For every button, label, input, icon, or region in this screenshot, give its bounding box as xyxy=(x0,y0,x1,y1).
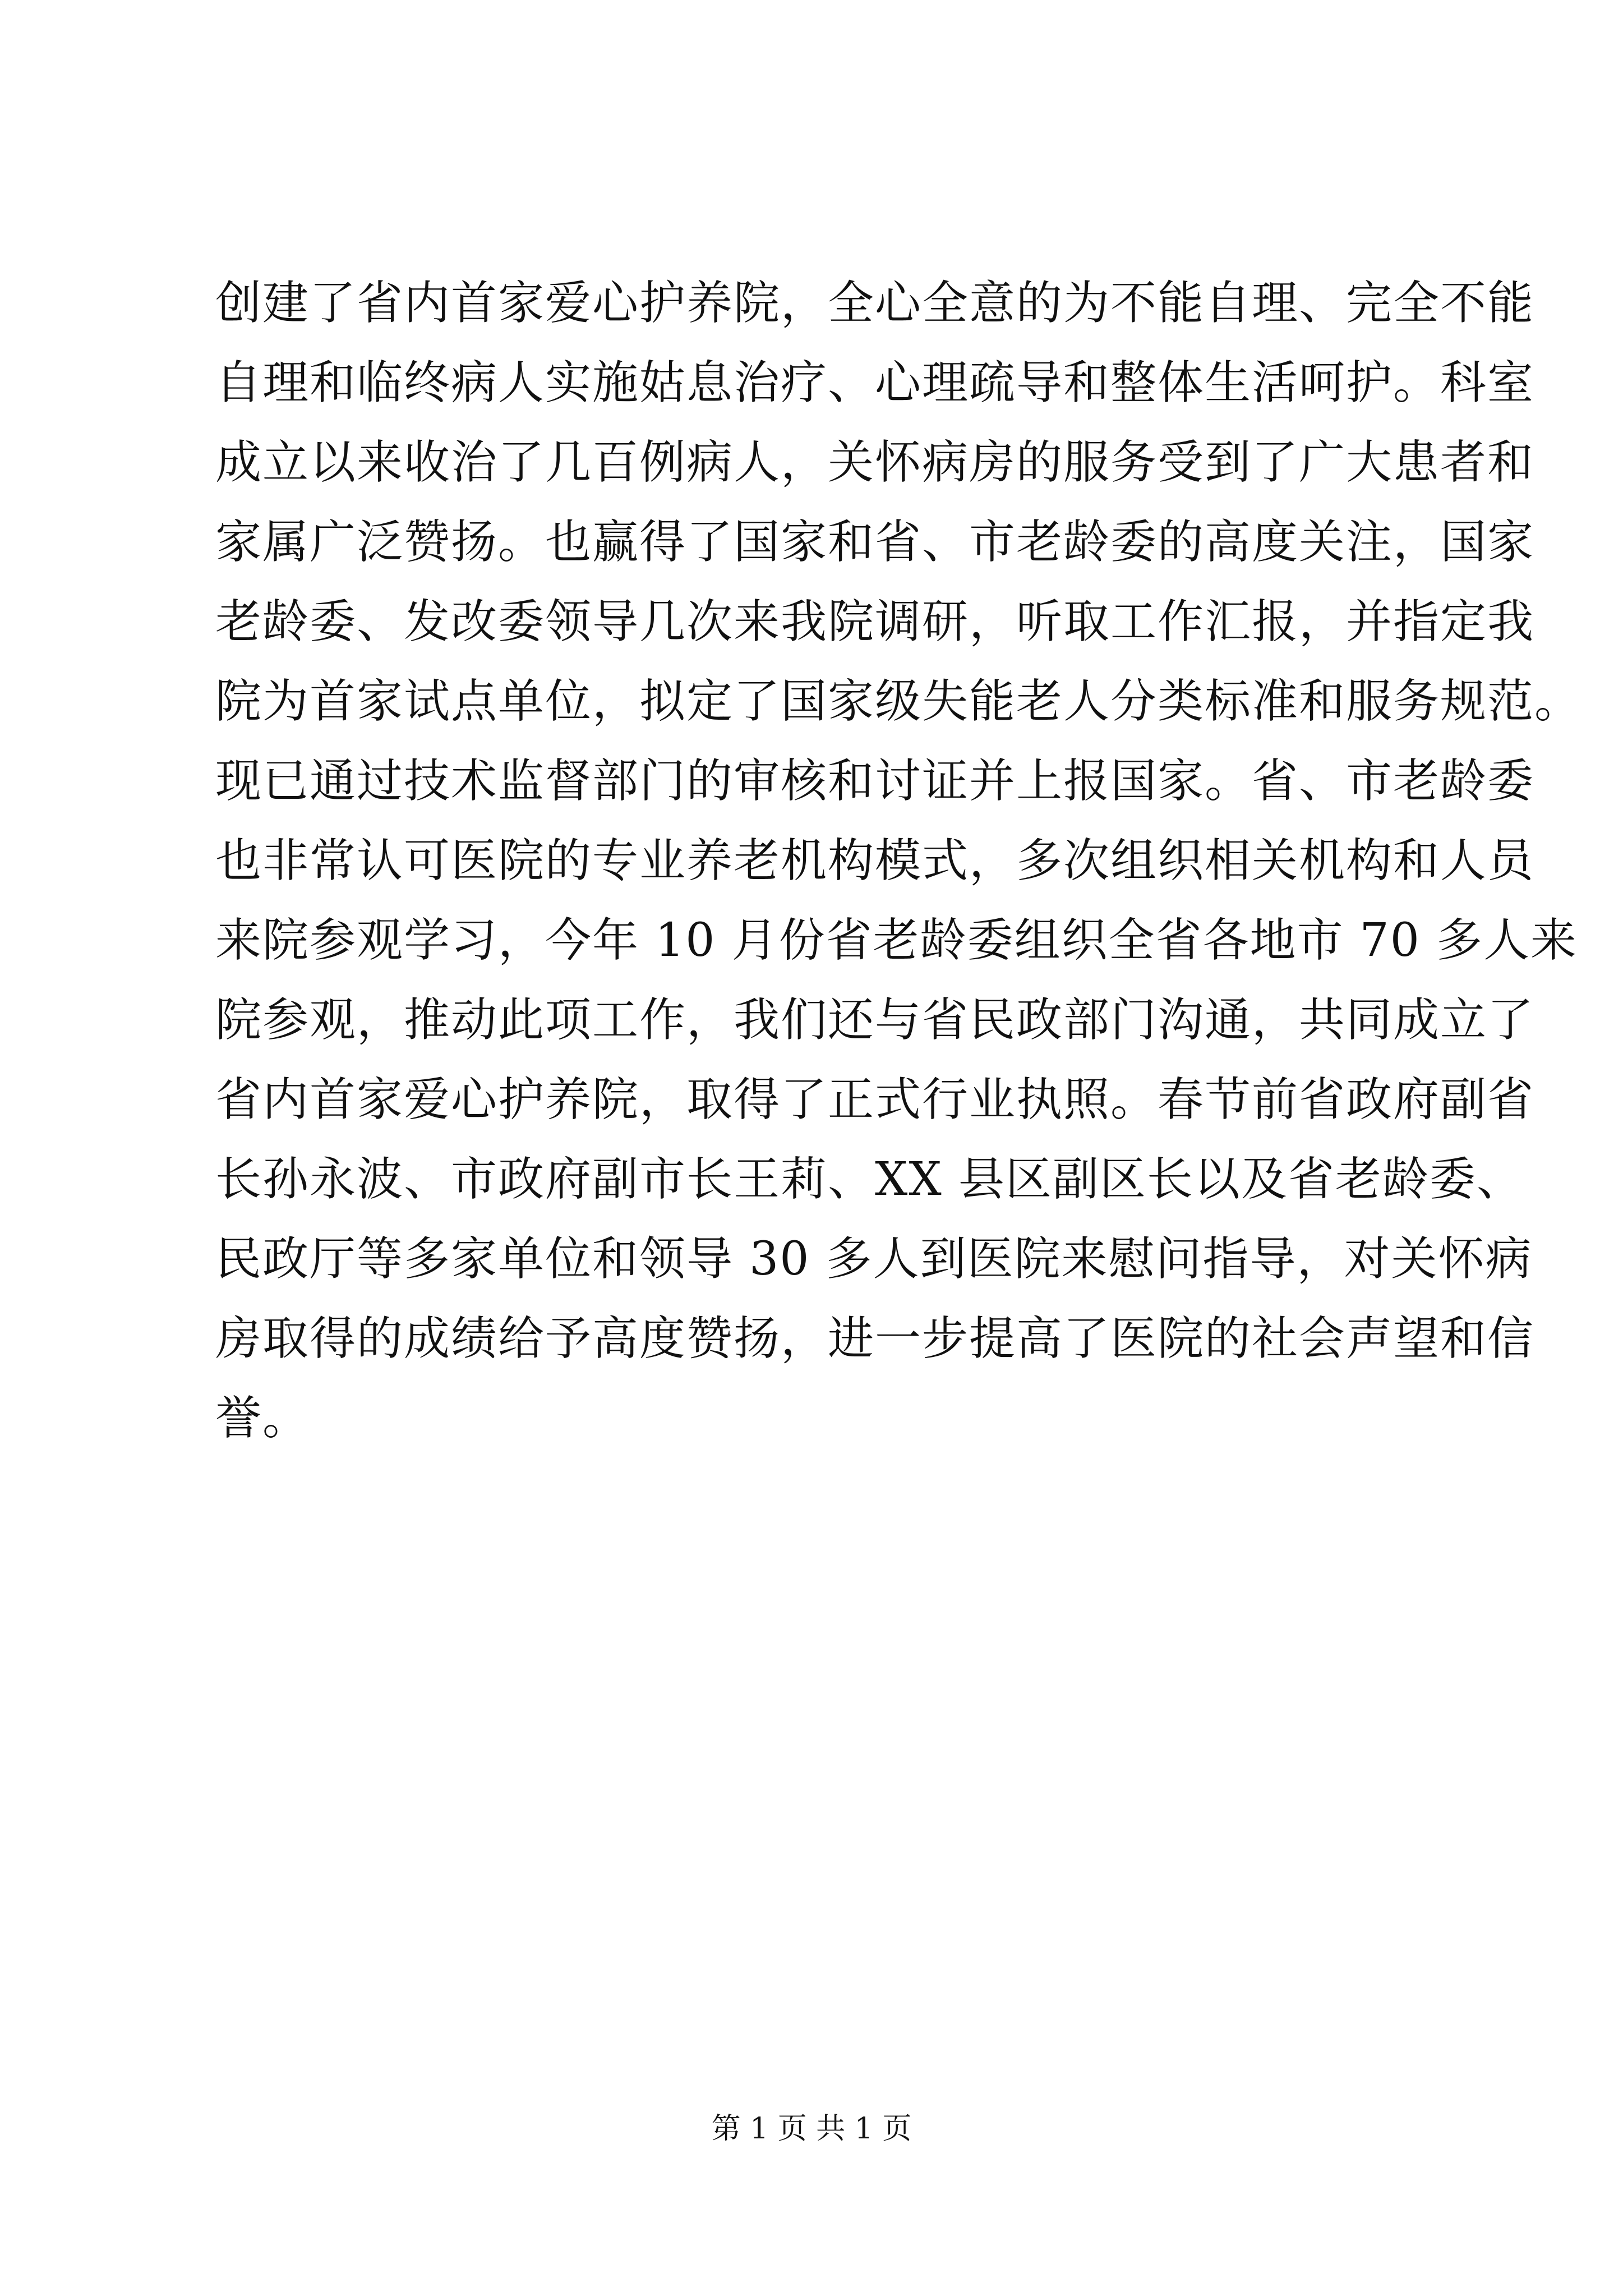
text-line: 长孙永波、市政府副市长王莉、XX 县区副区长以及省老龄委、 xyxy=(215,1153,1524,1206)
page-footer: 第 1 页 共 1 页 xyxy=(711,2112,912,2146)
text-line: 院参观，推动此项工作，我们还与省民政部门沟通，共同成立了 xyxy=(215,993,1535,1047)
text-line: 院为首家试点单位，拟定了国家级失能老人分类标准和服务规范。 xyxy=(215,675,1582,728)
text-line: 家属广泛赞扬。也赢得了国家和省、市老龄委的高度关注，国家 xyxy=(215,516,1535,569)
text-line: 誉。 xyxy=(215,1392,310,1445)
text-line: 现已通过技术监督部门的审核和讨证并上报国家。省、市老龄委 xyxy=(215,754,1535,808)
text-line: 房取得的成绩给予高度赞扬，进一步提高了医院的社会声望和信 xyxy=(215,1312,1535,1365)
body-paragraph xyxy=(215,264,1582,1458)
text-line: 也非常认可医院的专业养老机构模式，多次组织相关机构和人员 xyxy=(215,834,1535,887)
text-line: 成立以来收治了几百例病人，关怀病房的服务受到了广大患者和 xyxy=(215,436,1535,489)
text-line: 省内首家爱心护养院，取得了正式行业执照。春节前省政府副省 xyxy=(215,1073,1535,1126)
text-line: 老龄委、发改委领导几次来我院调研，听取工作汇报，并指定我 xyxy=(215,595,1535,648)
text-line: 自理和临终病人实施姑息治疗、心理疏导和整体生活呵护。科室 xyxy=(215,356,1535,409)
text-line: 民政厅等多家单位和领导 30 多人到医院来慰问指导，对关怀病 xyxy=(215,1232,1533,1286)
text-line: 来院参观学习，今年 10 月份省老龄委组织全省各地市 70 多人来 xyxy=(215,914,1578,967)
text-line: 创建了省内首家爱心护养院，全心全意的为不能自理、完全不能 xyxy=(215,277,1535,330)
